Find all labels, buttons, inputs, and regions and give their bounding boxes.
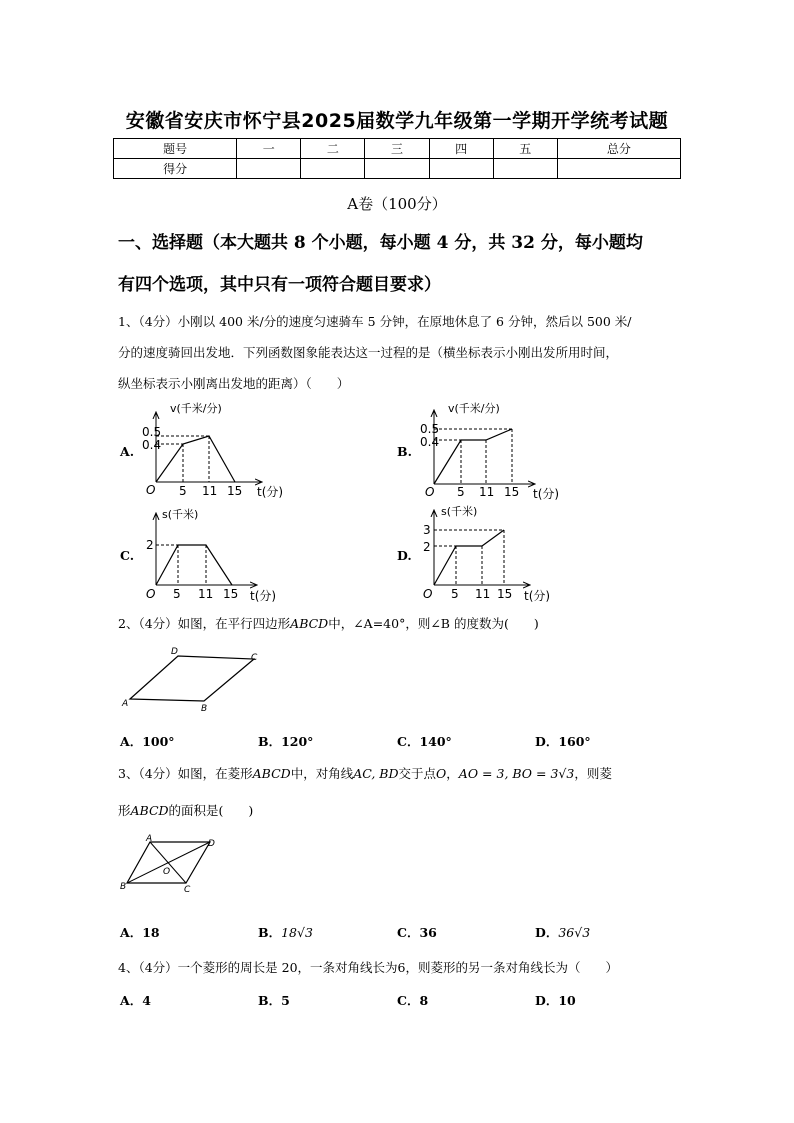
graph-a-x-tick: 11: [202, 484, 218, 498]
q1-line3: 纵坐标表示小刚离出发地的距离）（ ）: [118, 376, 350, 391]
graph-c-origin: O: [146, 587, 156, 601]
q3-label-b: B: [120, 882, 127, 892]
graph-d-y-tick: 2: [423, 540, 431, 554]
q3-label-o: O: [163, 867, 171, 877]
q3-option-b-value: 18√3: [281, 925, 313, 940]
score-row-label: 得分: [114, 159, 237, 179]
q3-label-d: D: [208, 839, 215, 849]
graph-c-y-label: s(千米): [162, 508, 199, 521]
graph-a-x-tick: 15: [227, 484, 243, 498]
graph-d-x-label: t(分): [524, 589, 551, 603]
graph-b-x-tick: 15: [504, 485, 520, 499]
graph-a-origin: O: [146, 483, 156, 497]
q2-option-c[interactable]: C．140°: [397, 734, 452, 749]
q4-option-d[interactable]: D．10: [535, 993, 576, 1008]
q4-option-b[interactable]: B．5: [258, 993, 290, 1008]
q3-option-c[interactable]: C．36: [397, 925, 437, 940]
q3-line2: [118, 803, 253, 819]
graph-d-x-tick: 15: [497, 587, 513, 601]
q1-graph-d: [423, 504, 550, 603]
graph-b-y-label: v(千米/分): [448, 402, 500, 415]
q3-abcd-2: ABCD: [130, 803, 169, 818]
score-header-cell: 题号: [114, 139, 237, 159]
graph-a-x-label: t(分): [257, 485, 284, 499]
graph-c-y-tick: 2: [146, 538, 154, 552]
q4-option-a[interactable]: A．4: [120, 993, 151, 1008]
q3-rhombus-figure: [118, 832, 228, 894]
q2-suffix: 中，∠A=40°，则∠B 的度数为( ): [328, 616, 539, 631]
graph-b-origin: O: [425, 485, 435, 499]
q3-option-d-label: D．: [535, 925, 559, 940]
graph-d-x-tick: 11: [475, 587, 491, 601]
q1-graph-b: [420, 401, 559, 501]
graph-b-x-label: t(分): [533, 487, 560, 501]
page-title: 安徽省安庆市怀宁县2025届数学九年级第一学期开学统考试题: [125, 110, 669, 132]
graph-b-x-tick: 11: [479, 485, 495, 499]
q3-line2-suffix: 的面积是( ): [168, 803, 254, 818]
q2-label-b: B: [201, 704, 208, 714]
graph-c-x-tick: 5: [173, 587, 181, 601]
graph-a-y-tick: 0.4: [142, 438, 162, 452]
q2-label-d: D: [171, 647, 178, 657]
score-header-cell: 总分: [557, 139, 680, 159]
q1-option-b-label[interactable]: B.: [397, 444, 412, 459]
q1-graph-a: [142, 401, 283, 499]
q2-option-d[interactable]: D．160°: [535, 734, 591, 749]
q2-prefix: 2、（4分）如图，在平行四边形: [118, 616, 291, 631]
graph-b-x-tick: 5: [457, 485, 465, 499]
q3-line1: [118, 766, 612, 782]
graph-d-y-label: s(千米): [441, 505, 478, 518]
q2-text: [118, 616, 539, 632]
q1-line1: 1、（4分）小刚以 400 米/分的速度匀速骑车 5 分钟，在原地休息了 6 分钟，然后以 500 米/: [118, 314, 632, 329]
graph-a-y-label: v(千米/分): [170, 402, 222, 415]
q3-abcd: ABCD: [252, 766, 291, 781]
q3-given: AO = 3, BO = 3√3: [458, 766, 575, 781]
graph-d-x-tick: 5: [451, 587, 459, 601]
q1-option-d-label[interactable]: D.: [397, 548, 412, 563]
q4-option-c[interactable]: C．8: [397, 993, 429, 1008]
q3-suffix: ，则菱: [574, 766, 612, 781]
graph-c-x-tick: 11: [198, 587, 214, 601]
q3-label-c: C: [184, 885, 191, 894]
graph-d-y-tick: 3: [423, 523, 431, 537]
graph-c-x-label: t(分): [250, 589, 277, 603]
q1-graph-c: [146, 507, 276, 603]
q1-option-c-label[interactable]: C.: [120, 548, 135, 563]
q2-option-a[interactable]: A．100°: [120, 734, 175, 749]
graph-b-y-tick: 0.5: [420, 422, 440, 436]
q1-option-a-label[interactable]: A.: [120, 444, 135, 459]
section-a-heading: A卷（100分）: [347, 195, 447, 213]
q2-option-b[interactable]: B．120°: [258, 734, 314, 749]
score-header-cell: 五: [493, 139, 557, 159]
q2-abcd: ABCD: [290, 616, 329, 631]
part1-heading-line1: 一、选择题（本大题共 8 个小题，每小题 4 分，共 32 分，每小题均: [118, 233, 643, 253]
q3-option-d-value: 36√3: [558, 925, 591, 940]
q4-text: 4、（4分）一个菱形的周长是 20，一条对角线长为6，则菱形的另一条对角线长为（ ）: [118, 960, 618, 975]
graph-a-x-tick: 5: [179, 484, 187, 498]
q1-line2: 分的速度骑回出发地．下列函数图象能表达这一过程的是（横坐标表示小刚出发所用时间，: [118, 345, 619, 360]
q3-option-b-label: B．: [258, 925, 282, 940]
q2-label-c: C: [251, 653, 258, 663]
q3-option-a[interactable]: A．18: [120, 925, 160, 940]
score-header-cell: 三: [365, 139, 429, 159]
q3-prefix: 3、（4分）如图，在菱形: [118, 766, 253, 781]
q3-point-o: O: [436, 766, 447, 781]
q3-option-b[interactable]: [258, 923, 313, 941]
q2-label-a: A: [122, 699, 129, 709]
score-header-cell: 四: [429, 139, 493, 159]
q3-option-d[interactable]: [535, 923, 590, 941]
graph-b-y-tick: 0.4: [420, 435, 440, 449]
q3-mid2: 交于点: [398, 766, 437, 781]
q3-diagonals: AC, BD: [353, 766, 399, 781]
part1-heading-line2: 有四个选项，其中只有一项符合题目要求）: [118, 275, 441, 295]
score-header-cell: 一: [237, 139, 301, 159]
q3-comma: ，: [446, 766, 459, 781]
q2-parallelogram-figure: [118, 644, 268, 714]
q3-label-a: A: [146, 834, 153, 844]
score-header-cell: 二: [301, 139, 365, 159]
graph-a-y-tick: 0.5: [142, 425, 162, 439]
q3-line2-prefix: 形: [118, 803, 131, 818]
q3-mid: 中，对角线: [290, 766, 354, 781]
graph-d-origin: O: [423, 587, 433, 601]
graph-c-x-tick: 15: [223, 587, 239, 601]
